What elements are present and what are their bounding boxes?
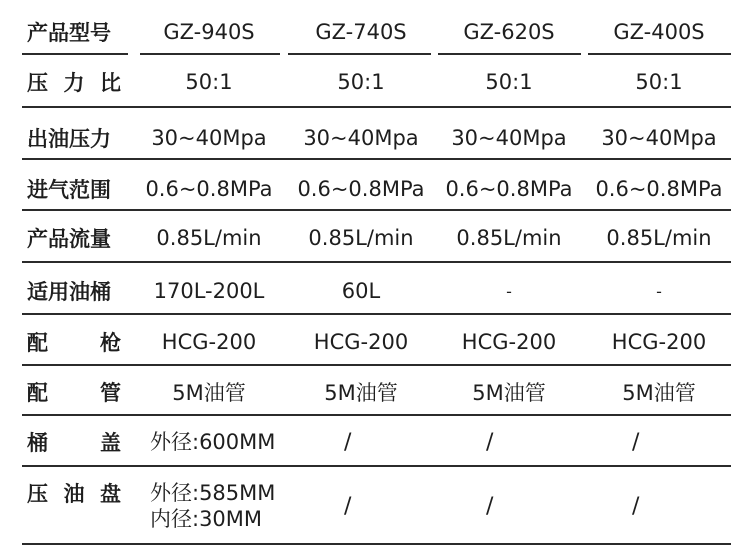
- table-cell: [140, 470, 278, 542]
- row-label: 产品流量: [27, 227, 111, 251]
- table-cell: 30~40Mpa: [601, 126, 717, 150]
- table-cell: HCG-200: [313, 330, 409, 354]
- table-cell: 0.6~0.8MPa: [297, 177, 425, 201]
- cell-line: 外径:585MM: [150, 481, 276, 505]
- table-row: [0, 266, 750, 316]
- row-label-char: 盘: [100, 482, 121, 506]
- table-cell: 5M油管: [472, 381, 546, 405]
- row-label: [27, 427, 121, 457]
- table-cell: 50:1: [635, 70, 683, 94]
- row-label-char: 压: [27, 482, 48, 506]
- table-row: [0, 368, 750, 416]
- table-cell: 60L: [341, 279, 381, 303]
- row-label-cell: [27, 164, 125, 214]
- row-label: [27, 67, 121, 97]
- row-label: 适用油桶: [27, 280, 111, 304]
- table-cell: 170L-200L: [153, 279, 265, 303]
- table-cell: 0.85L/min: [308, 226, 414, 250]
- row-label-char: 管: [100, 381, 121, 405]
- row-label-cell: [27, 418, 125, 466]
- table-cell: 0.85L/min: [606, 226, 712, 250]
- table-cell: /: [344, 429, 352, 455]
- table-cell: 0.6~0.8MPa: [145, 177, 273, 201]
- row-label-cell: [27, 112, 125, 164]
- model-header: GZ-620S: [463, 20, 555, 44]
- table-row: [0, 164, 750, 214]
- divider: [588, 53, 731, 55]
- divider: [22, 414, 731, 416]
- row-label-char: 压: [27, 71, 48, 95]
- table-cell: 30~40Mpa: [451, 126, 567, 150]
- table-cell: /: [632, 493, 640, 519]
- row-label-cell: [27, 470, 125, 542]
- row-label: [27, 478, 121, 508]
- table-cell: 50:1: [337, 70, 385, 94]
- row-label-cell: [27, 58, 125, 106]
- divider: [22, 106, 731, 108]
- row-label-char: 桶: [27, 431, 48, 455]
- cell-line: 内径:30MM: [150, 507, 263, 531]
- row-label-cell: [27, 318, 125, 366]
- divider: [22, 543, 731, 545]
- row-label-cell: [27, 266, 125, 316]
- table-row: [0, 418, 750, 466]
- row-label-cell: [27, 368, 125, 416]
- table-cell: 外径:600MM: [150, 430, 276, 454]
- table-row: [0, 58, 750, 106]
- divider: [22, 364, 731, 366]
- model-header: GZ-400S: [613, 20, 705, 44]
- row-label-char: 盖: [100, 431, 121, 455]
- row-label: [27, 377, 121, 407]
- table-row: [0, 112, 750, 164]
- row-label-char: 配: [27, 381, 48, 405]
- table-cell: 30~40Mpa: [303, 126, 419, 150]
- table-cell: 5M油管: [172, 381, 246, 405]
- table-cell: 30~40Mpa: [151, 126, 267, 150]
- table-cell: /: [486, 429, 494, 455]
- row-label: [27, 327, 121, 357]
- table-cell: 50:1: [185, 70, 233, 94]
- table-cell: 5M油管: [324, 381, 398, 405]
- header-label: 产品型号: [27, 21, 111, 45]
- table-cell: HCG-200: [161, 330, 257, 354]
- divider: [438, 53, 581, 55]
- table-row: [0, 318, 750, 366]
- table-cell: HCG-200: [611, 330, 707, 354]
- header-label-cell: [27, 10, 125, 54]
- table-header-row: [0, 10, 750, 54]
- table-cell: 50:1: [485, 70, 533, 94]
- divider: [22, 53, 128, 55]
- table-cell: 0.6~0.8MPa: [445, 177, 573, 201]
- row-label: 进气范围: [27, 178, 111, 202]
- table-cell: 5M油管: [622, 381, 696, 405]
- table-cell: /: [632, 429, 640, 455]
- row-label-char: 油: [63, 482, 85, 506]
- row-label-char: 比: [100, 71, 121, 95]
- table-cell: 0.85L/min: [456, 226, 562, 250]
- table-row: [0, 213, 750, 263]
- divider: [140, 53, 280, 55]
- row-label-char: 枪: [100, 331, 121, 355]
- table-cell: -: [656, 281, 662, 301]
- table-cell: 0.6~0.8MPa: [595, 177, 723, 201]
- model-header: GZ-940S: [163, 20, 255, 44]
- table-cell: HCG-200: [461, 330, 557, 354]
- table-cell: /: [486, 493, 494, 519]
- model-header: GZ-740S: [315, 20, 407, 44]
- divider: [22, 158, 731, 160]
- divider: [22, 209, 731, 211]
- row-label-char: 力: [63, 71, 85, 95]
- row-label: 出油压力: [27, 127, 111, 151]
- divider: [22, 313, 731, 315]
- divider: [22, 465, 731, 467]
- row-label-cell: [27, 213, 125, 263]
- table-cell: -: [506, 281, 512, 301]
- row-label-char: 配: [27, 331, 48, 355]
- divider: [22, 261, 731, 263]
- divider: [288, 53, 431, 55]
- table-cell: 0.85L/min: [156, 226, 262, 250]
- table-row: [0, 470, 750, 542]
- table-cell: /: [344, 493, 352, 519]
